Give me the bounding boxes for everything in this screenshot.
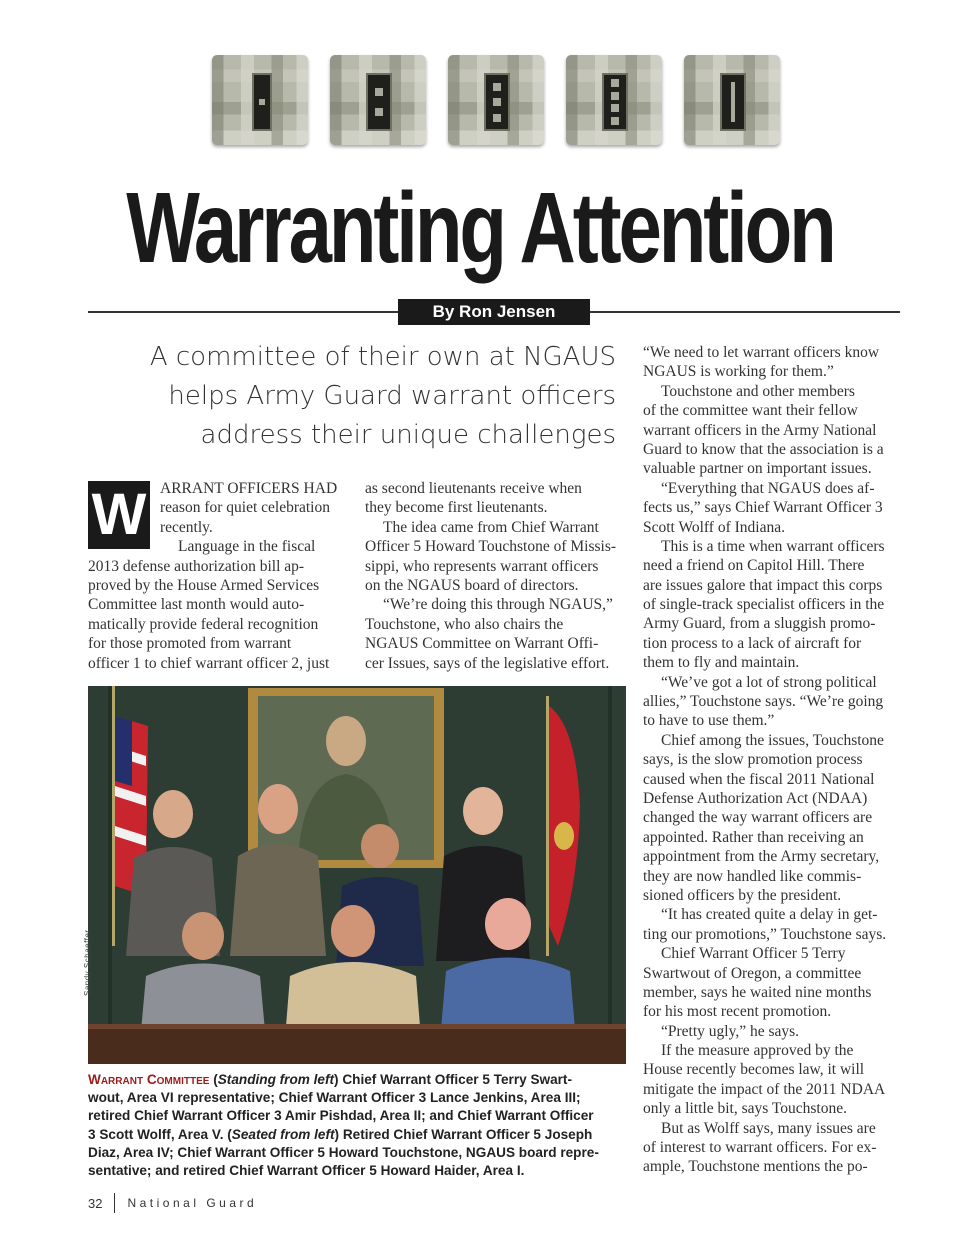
body-line: on the NGAUS board of directors.	[365, 576, 579, 594]
body-line: caused when the fiscal 2011 National	[643, 770, 875, 788]
body-line: ample, Touchstone mentions the po-	[643, 1158, 868, 1176]
body-line: valuable partner on important issues.	[643, 460, 872, 478]
body-line: allies,” Touchstone says. “We’re going	[643, 693, 884, 711]
insignia-chief-warrant-officer-2	[330, 55, 426, 145]
body-line: ARRANT OFFICERS HAD	[160, 480, 338, 497]
caption-emphasis: Standing from left	[217, 1072, 335, 1087]
body-line: officer 1 to chief warrant officer 2, just	[88, 654, 330, 672]
body-line: House recently becomes law, it will	[643, 1061, 865, 1079]
body-line: matically provide federal recognition	[88, 615, 319, 633]
body-column-1	[88, 479, 350, 673]
body-column-2	[365, 479, 627, 673]
caption-line	[88, 1126, 628, 1144]
body-line: This is a time when warrant officers	[661, 537, 885, 555]
caption-emphasis: Seated from left	[231, 1126, 335, 1142]
committee-photo	[88, 686, 626, 1064]
caption-text: ) Retired Chief Warrant Officer 5 Joseph	[334, 1126, 593, 1142]
body-line: NGAUS is working for them.”	[643, 363, 834, 381]
body-line: “We’ve got a lot of strong political	[661, 673, 877, 691]
body-line: Touchstone, who also chairs the	[365, 615, 564, 633]
body-line: of interest to warrant officers. For ex-	[643, 1139, 877, 1157]
deck-line: A committee of their own at NGAUS	[149, 342, 616, 372]
body-line: 2013 defense authorization bill ap-	[88, 557, 305, 575]
body-line: Committee last month would auto-	[88, 596, 305, 614]
caption-line	[88, 1071, 628, 1089]
body-line: warrant officers in the Army National	[643, 421, 877, 439]
deck-line: helps Army Guard warrant officers	[168, 381, 616, 411]
caption-text: (	[209, 1072, 218, 1087]
body-line: “We need to let warrant officers know	[643, 344, 880, 361]
byline: By Ron Jensen	[398, 299, 590, 325]
photo-caption	[88, 1071, 628, 1180]
insignia-chief-warrant-officer-4	[566, 55, 662, 145]
drop-cap: W	[88, 481, 150, 549]
body-line: Army Guard, from a sluggish promo-	[643, 615, 876, 633]
caption-heading: Warrant Committee	[88, 1072, 210, 1087]
body-line: proved by the House Armed Services	[88, 576, 320, 594]
body-line: Chief among the issues, Touchstone	[661, 731, 884, 749]
deck-line: address their unique challenges	[200, 420, 616, 450]
body-line: sioned officers by the president.	[643, 886, 842, 904]
body-line: If the measure approved by the	[661, 1042, 854, 1060]
body-line: appointed. Rather than receiving an	[643, 828, 864, 846]
body-line: Defense Authorization Act (NDAA)	[643, 789, 868, 807]
rank-bar	[602, 73, 628, 131]
body-line: Officer 5 Howard Touchstone of Missis-	[365, 538, 617, 556]
magazine-name: National Guard	[127, 1196, 258, 1210]
body-line: of single-track specialist officers in the	[643, 596, 885, 614]
footer-divider	[114, 1193, 115, 1213]
insignia-warrant-officer-1	[212, 55, 308, 145]
rank-bar	[252, 73, 272, 131]
body-line: But as Wolff says, many issues are	[661, 1119, 876, 1137]
body-line: “Everything that NGAUS does af-	[661, 479, 875, 497]
body-line: only a little bit, says Touchstone.	[643, 1100, 847, 1118]
caption-line: wout, Area VI representative; Chief Warrant Officer 3 Lance Jenkins, Area III;	[88, 1090, 581, 1106]
body-line: says, is the slow promotion process	[643, 751, 863, 769]
body-line: ting our promotions,” Touchstone says.	[643, 925, 887, 943]
body-line: recently.	[160, 518, 213, 536]
article-deck	[120, 338, 616, 455]
body-line: of the committee want their fellow	[643, 402, 858, 420]
body-line: member, says he waited nine months	[643, 983, 872, 1001]
body-line: changed the way warrant officers are	[643, 809, 873, 827]
body-line: NGAUS Committee on Warrant Offi-	[365, 635, 599, 653]
insignia-chief-warrant-officer-5	[684, 55, 780, 145]
body-line: “Pretty ugly,” he says.	[661, 1022, 800, 1040]
body-line: Language in the fiscal	[178, 538, 316, 556]
body-line: reason for quiet celebration	[160, 499, 330, 517]
body-column-3	[643, 343, 905, 1177]
body-line: them to fly and maintain.	[643, 654, 800, 672]
rank-bar	[720, 73, 746, 131]
body-line: for those promoted from warrant	[88, 635, 292, 653]
photo-credit: Sandy Schaeffer	[83, 929, 92, 996]
page-footer	[88, 1193, 257, 1213]
caption-line: Diaz, Area IV; Chief Warrant Officer 5 Howard Touchstone, NGAUS board repre-	[88, 1144, 599, 1160]
page-number: 32	[88, 1195, 103, 1211]
body-line: fects us,” says Chief Warrant Officer 3	[643, 499, 883, 517]
body-line: for his most recent promotion.	[643, 1003, 832, 1021]
body-line: Touchstone and other members	[661, 382, 855, 400]
body-line: sippi, who represents warrant officers	[365, 557, 599, 575]
rank-bar	[484, 73, 510, 131]
body-line: tion process to a lack of aircraft for	[643, 634, 862, 652]
caption-text: ) Chief Warrant Officer 5 Terry Swart-	[334, 1072, 572, 1087]
body-line: “We’re doing this through NGAUS,”	[383, 596, 613, 614]
body-line: mitigate the impact of the 2011 NDAA	[643, 1080, 886, 1098]
body-line: as second lieutenants receive when	[365, 480, 582, 497]
body-line: cer Issues, says of the legislative effort.	[365, 654, 610, 672]
committee-photo-illustration	[88, 686, 626, 1064]
caption-text: 3 Scott Wolff, Area V. (	[88, 1126, 232, 1142]
body-line: to have to use them.”	[643, 712, 775, 730]
caption-line: retired Chief Warrant Officer 3 Amir Pishdad, Area II; and Chief Warrant Officer	[88, 1108, 594, 1124]
caption-line: sentative; and retired Chief Warrant Officer 5 Howard Haider, Area I.	[88, 1162, 525, 1178]
body-line: Swartwout of Oregon, a committee	[643, 964, 862, 982]
body-line: Guard to know that the association is a	[643, 440, 884, 458]
insignia-chief-warrant-officer-3	[448, 55, 544, 145]
rank-bar	[366, 73, 392, 131]
body-line: they are now handled like commis-	[643, 867, 862, 885]
body-line: “It has created quite a delay in get-	[661, 906, 878, 924]
body-line: The idea came from Chief Warrant	[383, 518, 599, 536]
body-line: appointment from the Army secretary,	[643, 848, 880, 866]
body-line: Scott Wolff of Indiana.	[643, 518, 785, 536]
article-title: Warranting Attention	[126, 172, 834, 284]
body-line: Chief Warrant Officer 5 Terry	[661, 945, 846, 963]
body-line: they become first lieutenants.	[365, 499, 548, 517]
body-line: need a friend on Capitol Hill. There	[643, 557, 865, 575]
body-line: are issues galore that impact this corps	[643, 576, 883, 594]
